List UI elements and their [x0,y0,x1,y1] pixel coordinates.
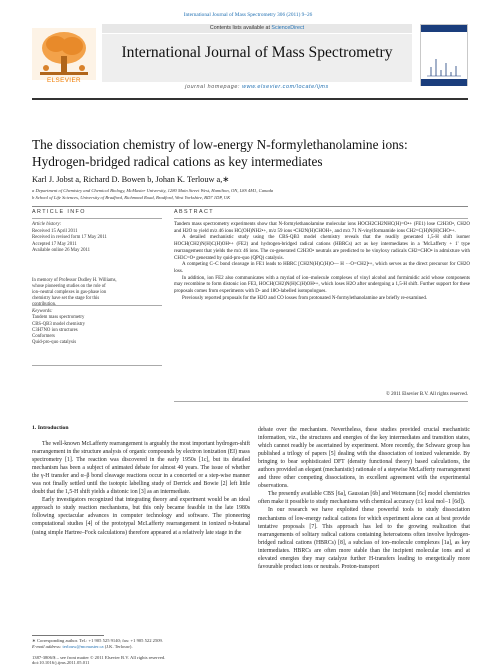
journal-title: International Journal of Mass Spectrometry [121,44,393,61]
keyword: Conformers [32,334,55,340]
journal-homepage [102,84,412,90]
body-paragraph: Early investigators recognized that integrating theory and experiment would be an ideal approach to study reaction mechanisms, but this only became feasible in the late 1980s following spectacular advances in computer technology and software. The pioneering computational studies [4] of the prototypal McLafferty rearrangement in ionized n-butanal (using simple Hartree–Fock calculations) therefore appeared at a relatively late stage in the [32,497,250,536]
body-paragraph: debate over the mechanism. Nevertheless, these studies provided crucial mechanistic information, viz., the structures and energies of the key intermediates and transition states, which cannot readily be ascertained by experiment. More recently, the Schwarz group has published a trilogy of papers [5] dealing with the dissociation of ionized valeramide. By bringing to bear sophisticated DFT (density functional theory) based calculations, the authors provided an elegant (mechanistic) rationale of a stepwise McLafferty rearrangement and three other competing dissociations, in excellent agreement with the experimental observations. [258,427,470,490]
affiliations [32,187,472,202]
article-info-heading: ARTICLE INFO [32,209,86,215]
issn-line: 1387-3806/$ – see front matter © 2011 Elsevier B.V. All rights reserved. [32,655,166,660]
section-rule [174,401,468,402]
sciencedirect-link[interactable]: ScienceDirect [271,25,305,31]
section-rule [174,218,468,219]
abstract-heading: ABSTRACT [174,209,214,215]
keyword: Tandem mass spectrometry [32,315,85,321]
section-rule [32,218,162,219]
history-item: Available online 26 May 2011 [32,248,91,253]
email-line [32,644,250,650]
dedication-line: ion–neutral complexes in gas-phase ion [32,290,107,296]
body-column-right [258,426,470,571]
journal-citation[interactable]: International Journal of Mass Spectrometry 306 (2011) 9–26 [183,12,313,18]
abstract-body [174,222,470,303]
keyword: Quid-pro-quo catalysis [32,340,77,346]
author-list[interactable]: Karl J. Jobst a, Richard D. Bowen b, Johan K. Terlouw a,∗ [32,175,230,184]
keywords [32,309,162,347]
section-rule [32,365,162,366]
dedication-line: In memory of Professor Dudley H. Williams, [32,278,117,283]
affiliation: a Department of Chemistry and Chemical Biology, McMaster University, 1280 Main Street West, Hamilton, ON, L8S 4M1, Canada [32,188,274,193]
contents-band [102,24,412,33]
email-link[interactable]: terlouw@mcmaster.ca [62,643,104,649]
masthead-rule [32,98,468,100]
corresponding-author-footnote [32,638,250,649]
email-suffix: (J.K. Terlouw). [103,643,133,649]
abstract-paragraph: In addition, ion FE2 also communicates with a myriad of ion–molecule complexes of vinyl alcohol and formimidic acid whose components may recombine to form distonic ion FE3, HOCH(CH2)N(H)C(H)OH•+, which loses H2O after undergoing a 1,5-H shift. Further support for these proposals comes from experiments with D- and 18O-labelled isotopologues. [174,275,470,295]
body-column-left [32,440,250,537]
issn-doi-block [32,655,250,666]
homepage-link[interactable]: www.elsevier.com/locate/ijms [242,84,329,90]
abstract-paragraph: Previously reported proposals for the H2O and CO losses from protonated N-formylethanolamine are briefly re-examined. [182,295,428,301]
history-item: Received 15 April 2011 [32,228,78,234]
body-paragraph: In our research we have exploited these powerful tools to study dissociation mechanisms of low-energy radical cations for which experiment alone can at best provide tentative proposals [7]. This approach has led to the growing realization that rearrangements of solitary radical cations containing heteroatoms often involve hydrogen-bridged radical cations (HBRCs) [8], a subclass of ion–molecule complexes [1a], as key intermediates. HBRCs are often more stable than the incipient molecular ions and at elevated energies they may catalyze further H-transfers leading to energetically more favourable product ions or neutrals. Proton-transport [258,507,470,570]
article-title-line: The dissociation chemistry of low-energy N-formylethanolamine ions: [32,137,408,152]
dedication-line: whose pioneering studies on the role of [32,284,106,290]
masthead [32,22,468,94]
article-history [32,222,162,255]
section-rule [32,305,162,306]
article-title-line: Hydrogen-bridged radical cations as key intermediates [32,153,323,169]
journal-cover-thumbnail [420,24,468,86]
abstract-paragraph: A detailed mechanistic study using the CBS-QB3 model chemistry reveals that the readily generated 1,5-H shift isomer HOCH(CH2)N(H)C(H)OH•+ (FE2) and hydrogen-bridged radical cations (HBRCs) act as key intermediates in a 'McLafferty + 1' type rearrangement that yields the m/z 46 ions. The co-generated C2H3O• neutrals are predicted to be vinyloxy radicals CH2=CHO• in admixture with CH3C=O• generated by quid-pro-quo (QPQ) catalysis. [174,235,470,261]
history-heading: Article history: [32,222,62,227]
cover-band-icon [421,79,467,86]
doi-link[interactable]: doi:10.1016/j.ijms.2011.05.011 [32,660,90,666]
corresponding-author-line: ∗ Corresponding author. Tel.: +1 905 525 9140; fax: +1 905 522 2509. [32,638,163,643]
keywords-heading: Keywords: [32,309,53,314]
dedication [32,278,164,308]
cover-band-icon [421,25,467,32]
email-label: E-mail address: [32,643,63,649]
keyword: C3H7NO ion structures [32,327,78,333]
abstract-paragraph: Tandem mass spectrometry experiments show that N-formylethanolamine molecular ions HOCH2CH2NHC(H)=O•+ (FE1) lose C2H3O•, CH2O and H2O to yield m/z 46 ions HC(OH)NH2•+, m/z 59 ions •CH2N(H)CHOH+, and m/z 71 N-vinylformamide ions CH2=C(H)N(H)CHO•+. [174,222,470,234]
section-heading-introduction: 1. Introduction [32,425,69,431]
body-paragraph: The presently available CBS [6a], Gaussian [6b] and Weizmann [6c] model chemistries often make it possible to study mechanisms with chemical accuracy (±1 kcal mol−1 [6d]). [258,491,470,506]
history-item: Received in revised form 17 May 2011 [32,235,107,240]
article-title [32,137,472,170]
keyword: CBS-QB3 model chemistry [32,321,86,327]
publisher-wordmark: ELSEVIER [47,77,81,84]
contents-prefix: Contents lists available at [209,25,272,31]
homepage-prefix: journal homepage: [185,84,243,90]
history-item: Accepted 17 May 2011 [32,241,77,247]
affiliation: b School of Life Sciences, University of Bradford, Richmond Road, Bradford, West Yorkshire, BD7 1DP, UK [32,195,231,201]
copyright-notice: © 2011 Elsevier B.V. All rights reserved. [386,392,468,397]
cover-spectrum-icon [427,55,461,77]
body-paragraph: The well-known McLafferty rearrangement is arguably the most important hydrogen-shift rearrangement in the structure analysis of organic compounds by electron ionization (EI) mass spectrometry [1]. The reaction was discovered in the early 1950s [1c], but its detailed mechanism has been a subject of animated debate for almost 40 years. The issue of whether the γ-H transfer and α–β bond cleavage reactions occur in a concerted or a step-wise manner was not finally settled until the isotopic labelling study of Derrick and Bowie [2] left little doubt that the 1,5-H shift yields a distonic ion [3] as an intermediate. [32,441,250,496]
footnote-rule [32,635,104,636]
abstract-paragraph: A competing C–C bond cleavage in FE1 leads to HBRC [CH2N(H)C(H)O— H ···O=CH2]•+, which serves as the direct precursor for CH2O loss. [174,262,470,275]
title-rule [32,206,468,207]
journal-title-box [102,34,412,82]
dedication-line: chemistry have set the stage for this [32,296,100,302]
